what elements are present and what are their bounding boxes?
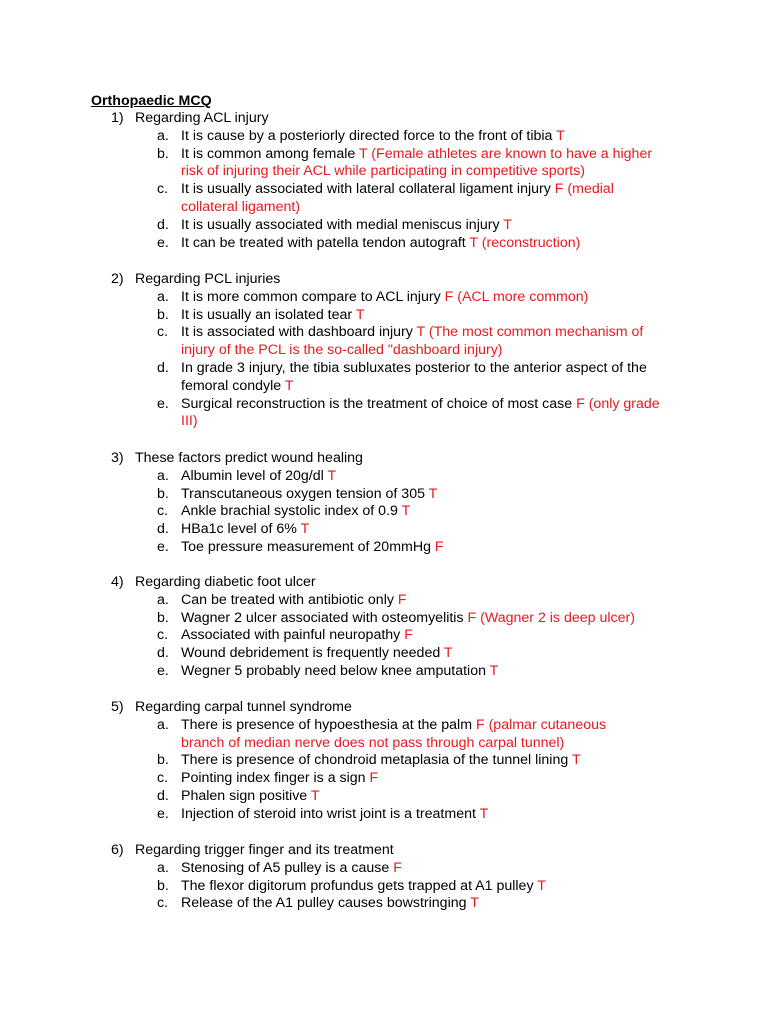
option-item (0, 468, 768, 486)
option-letter: c. (157, 770, 169, 787)
option-letter: c. (157, 503, 169, 520)
question-stem: Regarding PCL injuries (135, 271, 281, 287)
question-6 (0, 842, 768, 913)
option-text: Wound debridement is frequently needed (181, 645, 441, 662)
question-number: 3) (111, 450, 124, 466)
option-text: Toe pressure measurement of 20mmHg (181, 538, 431, 555)
option-letter: b. (157, 877, 169, 894)
option-answer: F (ACL more common) (444, 288, 589, 305)
option-text: Can be treated with antibiotic only (181, 591, 394, 608)
option-text: It is common among female (181, 145, 356, 162)
option-text: HBa1c level of 6% (181, 521, 297, 538)
question-stem: Regarding diabetic foot ulcer (135, 574, 316, 590)
option-letter: c. (157, 181, 169, 198)
option-item (0, 539, 768, 557)
option-text: Wegner 5 probably need below knee amputation (181, 662, 486, 679)
question-stem-line (0, 842, 768, 860)
option-answer: T (489, 662, 499, 679)
option-item (0, 788, 768, 806)
option-letter: a. (157, 467, 169, 484)
question-number: 5) (111, 699, 124, 715)
option-text: In grade 3 injury, the tibia subluxates posterior to the anterior aspect of the femoral condyle (181, 359, 647, 394)
question-stem: Regarding trigger finger and its treatment (135, 842, 394, 858)
option-answer: T (479, 805, 489, 822)
option-item (0, 717, 768, 753)
question-stem-line (0, 574, 768, 592)
option-letter: d. (157, 521, 169, 538)
option-item (0, 146, 768, 182)
option-text: The flexor digitorum profundus gets trapped at A1 pulley (181, 877, 534, 894)
option-item (0, 663, 768, 681)
option-answer: F (404, 627, 413, 644)
option-text: It is usually associated with medial meniscus injury (181, 216, 500, 233)
option-letter: d. (157, 787, 169, 804)
option-letter: c. (157, 895, 169, 912)
option-item (0, 503, 768, 521)
option-item (0, 860, 768, 878)
option-text: It is usually associated with lateral collateral ligament injury (181, 181, 551, 198)
option-answer: F (Wagner 2 is deep ulcer) (467, 609, 635, 626)
option-item (0, 128, 768, 146)
question-5 (0, 699, 768, 824)
option-text: Ankle brachial systolic index of 0.9 (181, 503, 398, 520)
option-answer: T (556, 127, 565, 144)
option-letter: e. (157, 805, 169, 822)
question-4 (0, 574, 768, 681)
option-answer: F (369, 770, 379, 787)
option-item (0, 878, 768, 896)
option-answer: T (571, 752, 581, 769)
option-answer: F (434, 538, 444, 555)
option-item (0, 396, 768, 432)
option-letter: b. (157, 145, 169, 162)
option-answer: F (397, 591, 407, 608)
option-answer: T (355, 306, 365, 323)
option-item (0, 752, 768, 770)
option-text: Surgical reconstruction is the treatment of choice of most case (181, 395, 573, 412)
option-letter: e. (157, 395, 169, 412)
question-stem-line (0, 110, 768, 128)
question-stem: Regarding ACL injury (135, 110, 269, 126)
option-letter: c. (157, 324, 169, 341)
question-stem: These factors predict wound healing (135, 450, 363, 466)
option-text: There is presence of chondroid metaplasia of the tunnel lining (181, 752, 569, 769)
option-letter: d. (157, 359, 169, 376)
option-item (0, 592, 768, 610)
option-letter: a. (157, 716, 169, 733)
option-item (0, 806, 768, 824)
option-letter: e. (157, 234, 169, 251)
option-item (0, 770, 768, 788)
option-item (0, 289, 768, 307)
option-item (0, 627, 768, 645)
option-answer: F (393, 859, 402, 876)
question-stem-line (0, 450, 768, 468)
option-letter: a. (157, 859, 169, 876)
option-text: Injection of steroid into wrist joint is a treatment (181, 805, 476, 822)
option-item (0, 360, 768, 396)
option-text: It is more common compare to ACL injury (181, 288, 441, 305)
question-number: 2) (111, 271, 124, 287)
option-answer: T (Female athletes are known to have a higher risk of injuring their ACL while participating in competitive sports) (181, 145, 653, 180)
option-item (0, 486, 768, 504)
option-text: Phalen sign positive (181, 787, 308, 804)
question-3 (0, 450, 768, 557)
option-letter: a. (157, 288, 169, 305)
question-number: 6) (111, 842, 124, 858)
option-answer: T (284, 377, 294, 394)
option-text: Pointing index finger is a sign (181, 770, 366, 787)
question-stem: Regarding carpal tunnel syndrome (135, 699, 352, 715)
option-text: Transcutaneous oxygen tension of 305 (181, 485, 425, 502)
option-letter: b. (157, 306, 169, 323)
option-letter: b. (157, 752, 169, 769)
option-item (0, 217, 768, 235)
option-item (0, 521, 768, 539)
option-answer: T (327, 467, 337, 484)
option-item (0, 181, 768, 217)
option-text: Wagner 2 ulcer associated with osteomyelitis (181, 609, 464, 626)
option-item (0, 610, 768, 628)
option-answer: F (palmar cutaneous branch of median nerve does not pass through carpal tunnel) (181, 716, 607, 751)
option-answer: T (300, 521, 310, 538)
question-number: 4) (111, 574, 124, 590)
option-answer: T (503, 216, 512, 233)
question-stem-line (0, 271, 768, 289)
option-letter: a. (157, 127, 169, 144)
page-title: Orthopaedic MCQ (91, 93, 212, 109)
question-2 (0, 271, 768, 431)
option-text: There is presence of hypoesthesia at the palm (181, 716, 473, 733)
option-letter: d. (157, 645, 169, 662)
option-text: It is usually an isolated tear (181, 306, 353, 323)
option-text: It is associated with dashboard injury (181, 324, 413, 341)
option-letter: a. (157, 591, 169, 608)
option-answer: T (310, 787, 320, 804)
option-item (0, 324, 768, 360)
option-answer: T (The most common mechanism of injury of the PCL is the so-called "dashboard injury) (181, 324, 644, 359)
question-1 (0, 110, 768, 252)
option-answer: F (only grade III) (181, 395, 660, 430)
option-letter: c. (157, 627, 169, 644)
option-text: Release of the A1 pulley causes bowstringing (181, 895, 467, 912)
option-text: Albumin level of 20g/dl (181, 467, 324, 484)
question-number: 1) (111, 110, 124, 126)
option-letter: b. (157, 485, 169, 502)
option-answer: F (medial collateral ligament) (181, 181, 614, 215)
option-letter: b. (157, 609, 169, 626)
option-text: Stenosing of A5 pulley is a cause (181, 859, 390, 876)
option-answer: T (reconstruction) (469, 234, 581, 251)
option-letter: d. (157, 216, 169, 233)
option-item (0, 307, 768, 325)
option-answer: T (401, 503, 411, 520)
option-answer: T (537, 877, 546, 894)
option-answer: T (428, 485, 438, 502)
option-answer: T (443, 645, 453, 662)
option-answer: T (470, 895, 479, 912)
option-letter: e. (157, 538, 169, 555)
option-letter: e. (157, 662, 169, 679)
option-item (0, 895, 768, 913)
option-text: It can be treated with patella tendon autograft (181, 234, 466, 251)
option-item (0, 235, 768, 253)
option-text: Associated with painful neuropathy (181, 627, 401, 644)
question-stem-line (0, 699, 768, 717)
option-item (0, 645, 768, 663)
option-text: It is cause by a posteriorly directed force to the front of tibia (181, 127, 553, 144)
